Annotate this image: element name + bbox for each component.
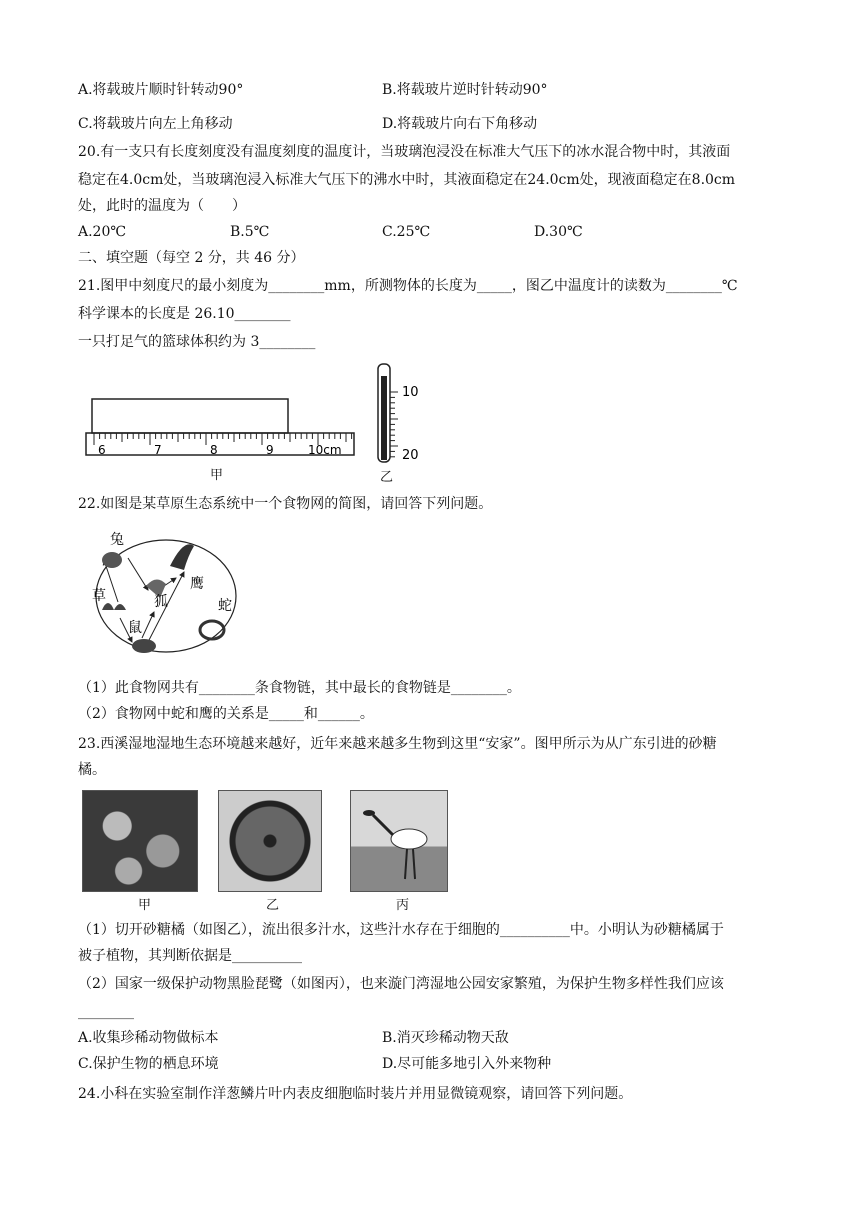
q23-part-2: （2）国家一级保护动物黑脸琵鹭（如图丙），也来漩门湾湿地公园安家繁殖，为保护生物多样性我们应该 [78,976,724,992]
snake-image [200,621,224,639]
q23-line-1: 23.西溪湿地湿地生态环境越来越好，近年来越来越多生物到这里“安家”。图甲所示为从广东引进的砂糖 [78,736,717,752]
q24-stem: 24.小科在实验室制作洋葱鳞片叶内表皮细胞临时装片并用显微镜观察，请回答下列问题。 [78,1086,633,1102]
section-heading: 二、填空题（每空 2 分，共 46 分） [78,250,305,266]
thermometer-caption: 乙 [380,470,394,485]
rabbit-image [102,552,122,568]
hawk-image [170,544,194,570]
q19-option-b: B.将载玻片逆时针转动90° [382,82,548,98]
q20-option-c: C.25℃ [382,224,431,240]
label-hawk: 鹰 [190,576,204,592]
photo-caption-a: 甲 [138,898,152,913]
ruler-tick-label: 7 [154,443,162,457]
photo-caption-c: 丙 [396,898,410,913]
ruler-tick-label: 9 [266,443,274,457]
label-rabbit: 兔 [110,532,124,548]
q20-option-d: D.30℃ [534,224,583,240]
photo-sugar-orange-tree [82,790,198,892]
ruler-tick-label: 10cm [308,443,342,457]
q20-line-2: 稳定在4.0cm处，当玻璃泡浸入标准大气压下的沸水中时，其液面稳定在24.0cm处，现液面稳定在8.0cm [78,172,736,188]
q22-part-2: （2）食物网中蛇和鹰的关系是_____和______。 [78,706,374,722]
q23-option-b: B.消灭珍稀动物天敌 [382,1030,509,1046]
grass-image [102,603,126,610]
arrow-rabbit-fox [128,558,148,590]
q23-part-1-line-2: 被子植物，其判断依据是__________ [78,948,302,964]
label-grass: 草 [92,588,106,604]
q20-option-a: A.20℃ [78,224,127,240]
q21-line-3: 一只打足气的篮球体积约为 3________ [78,334,316,350]
ruler-caption: 甲 [210,468,224,483]
measured-object [92,399,288,433]
spoonbill-silhouette [351,791,447,891]
photo-cut-orange [218,790,322,892]
label-snake: 蛇 [218,598,232,614]
ruler-tick-label: 6 [98,443,106,457]
q20-line-1: 20.有一支只有长度刻度没有温度刻度的温度计，当玻璃泡浸没在标准大气压下的冰水混合物中时，其液面 [78,144,731,160]
q19-option-c: C.将载玻片向左上角移动 [78,116,233,132]
thermometer-liquid [381,376,387,460]
photo-spoonbill [350,790,448,892]
q20-option-b: B.5℃ [230,224,270,240]
ruler-tick-label: 8 [210,443,218,457]
thermometer-tick-label: 20 [402,448,419,463]
q20-line-3: 处，此时的温度为（ ） [78,198,246,214]
photo-caption-b: 乙 [266,898,280,913]
q23-part-1-line-1: （1）切开砂糖橘（如图乙），流出很多汁水，这些汁水存在于细胞的__________中。小明认为砂糖橘属于 [78,922,724,938]
ruler-figure [84,395,359,465]
food-web-figure [88,530,248,660]
label-fox: 狐 [154,594,168,610]
q21-line-2: 科学课本的长度是 26.10________ [78,306,291,322]
mouse-image [132,639,156,653]
thermometer-figure [372,362,432,464]
q22-stem: 22.如图是某草原生态系统中一个食物网的简图，请回答下列问题。 [78,496,493,512]
q23-option-c: C.保护生物的栖息环境 [78,1056,219,1072]
thermometer-tick-label: 10 [402,385,419,400]
q23-line-2: 橘。 [78,762,106,778]
q23-option-a: A.收集珍稀动物做标本 [78,1030,219,1046]
label-mouse: 鼠 [128,620,142,636]
q23-option-d: D.尽可能多地引入外来物种 [382,1056,552,1072]
q19-option-d: D.将载玻片向右下角移动 [382,116,538,132]
q19-option-a: A.将载玻片顺时针转动90° [78,82,244,98]
q21-line-1: 21.图甲中刻度尺的最小刻度为________mm，所测物体的长度为_____，图乙中温度计的读数为________℃ [78,278,738,294]
q22-part-1: （1）此食物网共有________条食物链，其中最长的食物链是________。 [78,680,521,696]
q23-part-2-blank: ________ [78,1004,134,1020]
